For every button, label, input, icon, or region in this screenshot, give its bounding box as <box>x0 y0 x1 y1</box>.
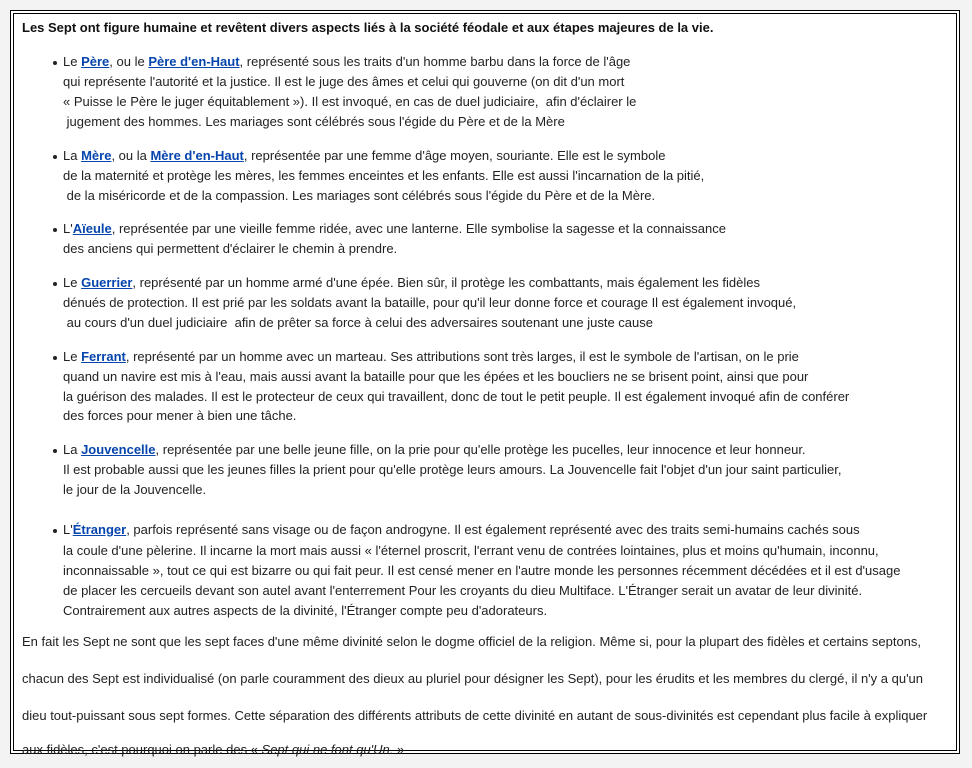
list-item-line <box>63 442 806 458</box>
deity-link-aïeule[interactable]: Aïeule <box>72 221 112 236</box>
quote-text: Sept qui ne font qu'Un. <box>261 742 394 757</box>
text-run: , parfois représenté sans visage ou de façon androgyne. Il est également représenté avec des traits semi-humains cachés sous <box>126 522 860 537</box>
text-run: , représentée par une belle jeune fille, on la prie pour qu'elle protège les pucelles, leur innocence et leur honneur. <box>155 442 806 457</box>
list-item-line <box>63 369 808 385</box>
list-item-line <box>63 522 860 538</box>
text-run: La <box>63 148 82 163</box>
deity-link-jouvencelle[interactable]: Jouvencelle <box>81 442 156 457</box>
text-run: de la maternité et protège les mères, les femmes enceintes et les enfants. Elle est aussi l'incarnation de la pitié, <box>63 168 705 183</box>
list-item-line <box>63 462 842 478</box>
text-run: , représentée par une vieille femme ridée, avec une lanterne. Elle symbolise la sagesse et la connaissance <box>111 221 726 236</box>
list-item-line <box>63 583 862 599</box>
text-run: L' <box>63 522 73 537</box>
text-run: Le <box>63 349 82 364</box>
text-run: la coule d'une pèlerine. Il incarne la mort mais aussi « l'éternel proscrit, l'errant venu de contrées lointaines, plus et moins qu'humain, inconnu, <box>63 543 879 558</box>
paragraph-line <box>22 742 404 758</box>
bullet-icon <box>53 155 57 159</box>
list-item-line <box>63 603 547 619</box>
text-run: dénués de protection. Il est prié par les soldats avant la bataille, pour qu'il leur donne force et courage Il est également invoqué, <box>63 295 797 310</box>
paragraph-line <box>22 671 923 687</box>
bullet-icon <box>53 356 57 360</box>
text-run: quand un navire est mis à l'eau, mais aussi avant la bataille pour que les épées et les boucliers ne se brisent point, ainsi que pour <box>63 369 809 384</box>
deity-link-mère[interactable]: Mère <box>81 148 112 163</box>
deity-link-père[interactable]: Père <box>81 54 110 69</box>
text-run: Contrairement aux autres aspects de la divinité, l'Étranger compte peu d'adorateurs. <box>63 603 548 618</box>
text-run: , ou le <box>109 54 149 69</box>
deity-link-mère-d-en-haut[interactable]: Mère d'en-Haut <box>150 148 244 163</box>
text-run: inconnaissable », tout ce qui est bizarre ou qui fait peur. Il est censé mener en l'autre monde les personnes récemment décédées et il est d'usage <box>63 563 901 578</box>
bullet-icon <box>53 282 57 286</box>
list-item-line <box>63 315 653 331</box>
article-frame <box>10 10 960 757</box>
bullet-icon <box>53 529 57 533</box>
text-run: de la miséricorde et de la compassion. Les mariages sont célébrés sous l'égide du Père et de la Mère. <box>63 188 656 203</box>
list-item-line <box>63 188 655 204</box>
text-run: le jour de la Jouvencelle. <box>63 482 207 497</box>
list-item-line <box>63 389 849 405</box>
list-item-line <box>63 241 397 257</box>
text-run: des anciens qui permettent d'éclairer le chemin à prendre. <box>63 241 398 256</box>
list-item-line <box>63 74 624 90</box>
list-item-line <box>63 543 879 559</box>
paragraph-line <box>22 708 927 724</box>
paragraph-line <box>22 634 921 650</box>
list-item-line <box>63 94 636 110</box>
text-run: jugement des hommes. Les mariages sont célébrés sous l'égide du Père et de la Mère <box>63 114 565 129</box>
list-item-line <box>63 563 900 579</box>
list-item-line <box>63 482 206 498</box>
bullet-icon <box>53 61 57 65</box>
list-item-line <box>63 168 704 184</box>
text-run: Le <box>63 54 82 69</box>
text-run: , représenté sous les traits d'un homme barbu dans la force de l'âge <box>239 54 631 69</box>
list-item-line <box>63 114 565 130</box>
text-run: , représenté par un homme avec un marteau. Ses attributions sont très larges, il est le symbole de l'artisan, on le prie <box>125 349 799 364</box>
list-item-line <box>63 221 726 237</box>
deity-link-guerrier[interactable]: Guerrier <box>81 275 133 290</box>
deity-link-père-d-en-haut[interactable]: Père d'en-Haut <box>148 54 240 69</box>
section-heading: Les Sept ont figure humaine et revêtent divers aspects liés à la société féodale et aux étapes majeures de la vie. <box>22 20 714 35</box>
deity-link-étranger[interactable]: Étranger <box>72 522 127 537</box>
text-run: La <box>63 442 82 457</box>
text-run: , représenté par un homme armé d'une épée. Bien sûr, il protège les combattants, mais également les fidèles <box>132 275 760 290</box>
text-run: Il est probable aussi que les jeunes filles la prient pour qu'elle protège leurs amours. La Jouvencelle fait l'objet d'un jour saint particulier, <box>63 462 842 477</box>
list-item-line <box>63 275 760 291</box>
list-item-line <box>63 408 296 424</box>
list-item-line <box>63 295 796 311</box>
list-item-line <box>63 148 665 164</box>
text-run: qui représente l'autorité et la justice. Il est le juge des âmes et celui qui gouverne (on dit d'un mort <box>63 74 625 89</box>
text-run: la guérison des malades. Il est le protecteur de ceux qui travaillent, donc de tout le petit peuple. Il est également invoqué afin de conférer <box>63 389 850 404</box>
text-run: dieu tout-puissant sous sept formes. Cette séparation des différents attributs de cette divinité en autant de sous-divinités est cependant plus facile à expliquer <box>22 708 928 723</box>
text-run: chacun des Sept est individualisé (on parle couramment des dieux au pluriel pour désigner les Sept), pour les érudits et les membres du clergé, il n'y a qu'un <box>22 671 924 686</box>
text-run: , ou la <box>111 148 151 163</box>
text-run: aux fidèles, c'est pourquoi on parle des « <box>22 742 262 757</box>
list-item-line <box>63 349 799 365</box>
bullet-icon <box>53 228 57 232</box>
text-run: » <box>393 742 405 757</box>
text-run: , représentée par une femme d'âge moyen, souriante. Elle est le symbole <box>243 148 666 163</box>
text-run: Le <box>63 275 82 290</box>
text-run: de placer les cercueils devant son autel avant l'enterrement Pour les croyants du dieu Multiface. L'Étranger serait un avatar de leur divinité. <box>63 583 863 598</box>
text-run: « Puisse le Père le juger équitablement »). Il est invoqué, en cas de duel judiciaire, afin d'éclairer le <box>63 94 637 109</box>
text-run: au cours d'un duel judiciaire afin de prêter sa force à celui des adversaires soutenant une juste cause <box>63 315 654 330</box>
text-run: En fait les Sept ne sont que les sept faces d'une même divinité selon le dogme officiel de la religion. Même si, pour la plupart des fidèles et certains septons, <box>22 634 922 649</box>
text-run: des forces pour mener à bien une tâche. <box>63 408 297 423</box>
list-item-line <box>63 54 630 70</box>
text-run: L' <box>63 221 73 236</box>
deity-link-ferrant[interactable]: Ferrant <box>81 349 126 364</box>
bullet-icon <box>53 449 57 453</box>
